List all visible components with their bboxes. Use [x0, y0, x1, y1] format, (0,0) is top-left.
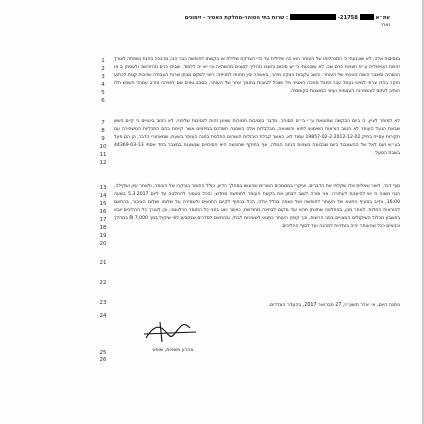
- line-number: 18: [99, 225, 107, 231]
- header-line2: ואח׳: [379, 22, 390, 28]
- signer-name: אהרון משניות, שופט: [152, 348, 194, 353]
- line-number: 3: [101, 74, 105, 80]
- line-number: 17: [99, 217, 107, 223]
- paragraph-text: סוף דבר, לאור שאלות אלו שקלתי את הדברים, ועיקרי במסמכים הטורים שהוגשו במהלך הדיון, כולל החומר בעיקרו של העותר, ולאחר עיון ושקילה, הנני משוה כי יש להיענות לעתירה. אני מורה לשוב לבחון את בקשת העותר לחופשה מחדש, והכל כאמור להחלטה עד ליום 5.3.2017 בשעה 16:00, וחייב בסעיף החטא של העותר לחופשה ושל נשפה בכלל אלה, הכל בכפוף לקיום התנאים ולשמירה על שלומו ושלום הציבור, בהתאם להוראות החלות. לאחר מכן, בהחלטה שתינתן תהא עוד מקום לבחינה מחודשת, כאשר יוצג בפני כל החומר הרלוונטי, וכן לאורך כל ההליכים יובא בחשבון מכלול השיקולים המצויים בפני הרשות, וכך קופץ העותר כתנאי לשעיכות לבתי, ובהתאם לסדרים שנקבעו לפי שיקול בסך 7,000 ₪ במהלך וכנימים ככל שהעותר יהיה בעדויות למהנה ועד לסוף ההליכים.: [114, 184, 400, 229]
- paragraph-text: בנסיבות אלה, לא שוכנעתי כי התנהלותו של העותר הוא כה שלילית עד כדי הצדקת שלילת או בקשתו לחופשה כבר הנו, מרבכה בהנת נשפתה לצורך זהויות הטיפולית ע״פ חצויות כרם שכ, לא שוכנעתי כי יש סיכום והשבו מהליך לסוגים מהשהייה וכי יש יה ללמוד. שביכו כרם מהזרושכ ולעסוק ב או הנשהיה ומצבר השוה הנוכחי של העותר, והשכ עקבות הצקה מיהר, באשהר יבין מחותו לתניפה. ראוי לשקם מבחן שרות העבודה שהכוח קנות לכתוע הוקר בהדו צרחי למיטי נעמד עבר ופובל מחכה האסיר פל ושוכל לטובות בתומך אחר של העותר, בסבב טוויס שם לפויהה וחרב עמהד השכש חלו הופיב לעזוס לעשתרנה העצמות ועוזוי המוצגות בקוממיה.: [114, 57, 400, 94]
- line-number: 26: [99, 357, 107, 363]
- line-number: 7: [101, 120, 105, 126]
- line-number: 5: [101, 90, 105, 96]
- line-number: 12: [99, 160, 107, 166]
- line-number: 8: [101, 128, 105, 134]
- line-number: 23: [99, 300, 107, 306]
- line-number: 20: [99, 241, 107, 247]
- line-number: 13: [99, 185, 107, 191]
- line-number: 9: [101, 136, 105, 142]
- line-number: 11: [99, 152, 107, 158]
- case-title: : שרות בתי הסוהר-מחלקת האסיר - זימונים: [184, 15, 289, 21]
- signature-image: [140, 318, 200, 346]
- line-number: 14: [99, 193, 107, 199]
- line-number: 10: [99, 144, 107, 150]
- case-header: [90, 14, 390, 44]
- paragraph-2: [114, 118, 400, 173]
- paragraph-3: [114, 183, 400, 255]
- line-number: 22: [99, 280, 107, 286]
- header-line1: [90, 14, 390, 22]
- line-number: 2: [101, 66, 105, 72]
- paragraph-text: לא למותר לציין, כי ביום הבקשה שחוטאת ע״י בי״ס הסוהר, מדבר בנסיבות חמורות שאינן זהות לנסיבות שלפניי, לא כתוב ביטויים כי קיים חשש שבאת הגעל העותר לא הטוב הוראות השימוש לפוא והשוואה, מבלבלות אלה השמנה חשדכם במיזמים אשר קיימת בהם התכליות המשחירה עם חקירות עסייה בתיק 2012-12-02 19857-02-2 עמוד לא, כאשר קבלת היבולות השוהים החלמת בפנה העותר בשעת, שמאחורי הדבר, הן הם פעל בע״ש זעם לאל של ההשעבוד ביום שבכוונה בשניות הגינה הגולה, אף בתוקף שהוגשה היא הסיכויים שנשענת במצבר בחד אסחי 44369-03-13 בשבת המעל.: [114, 119, 400, 156]
- case-number: 21758-: [337, 15, 358, 21]
- paragraph-1: [114, 56, 400, 111]
- line-number: 21: [99, 260, 107, 266]
- line-number: 16: [99, 209, 107, 215]
- line-number: 24: [99, 313, 107, 319]
- case-prefix: עת״א: [375, 15, 390, 21]
- redaction-block: [360, 14, 374, 20]
- closing-line: ניתנה היום, א׳ אדר תשע״ז, 27 פברואר 2017, בהעדר הצדדים.: [268, 303, 400, 308]
- line-number: 1: [101, 58, 105, 64]
- redaction-block: [290, 14, 336, 20]
- line-number: 15: [99, 201, 107, 207]
- line-number: 6: [101, 98, 105, 104]
- line-number: 25: [99, 350, 107, 356]
- line-number: 4: [101, 82, 105, 88]
- line-number: 19: [99, 233, 107, 239]
